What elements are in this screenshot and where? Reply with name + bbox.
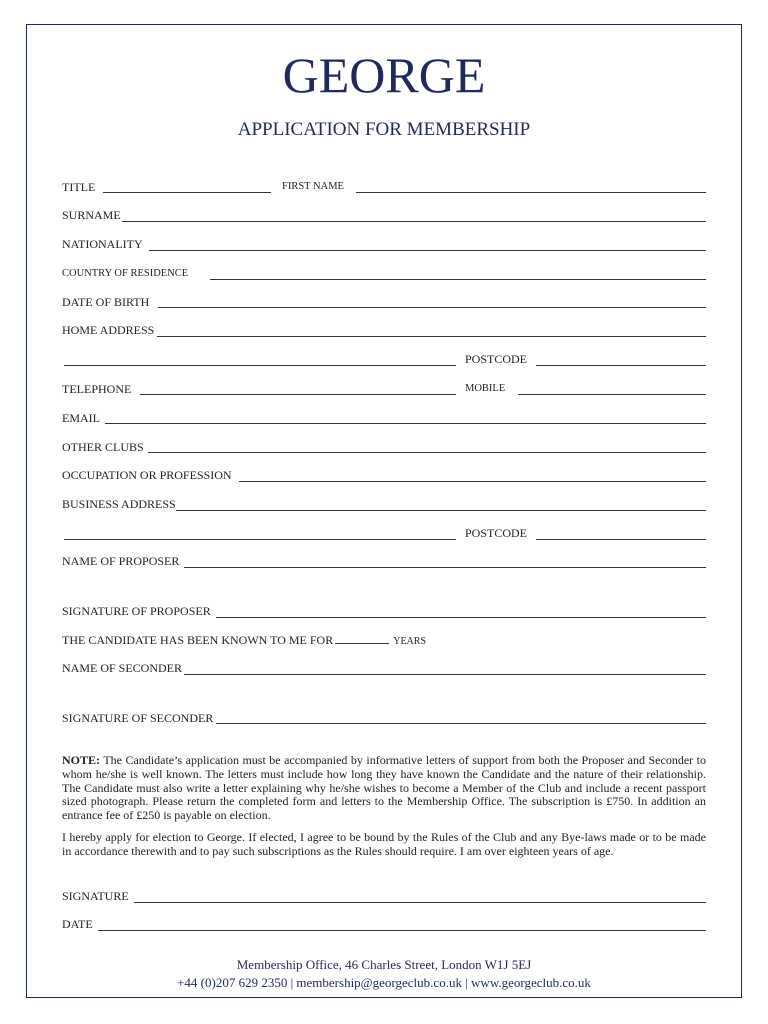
home-postcode-label: POSTCODE bbox=[465, 352, 528, 366]
known-for-label: THE CANDIDATE HAS BEEN KNOWN TO ME FOR bbox=[62, 633, 334, 647]
title-label: TITLE bbox=[62, 180, 96, 194]
telephone-field[interactable] bbox=[140, 394, 456, 395]
date-label: DATE bbox=[62, 917, 93, 931]
home-address-line2-field[interactable] bbox=[64, 365, 456, 366]
country-label: COUNTRY OF RESIDENCE bbox=[62, 268, 189, 279]
mobile-label: MOBILE bbox=[465, 383, 506, 394]
seconder-signature-label: SIGNATURE OF SECONDER bbox=[62, 711, 214, 725]
proposer-signature-label: SIGNATURE OF PROPOSER bbox=[62, 604, 211, 618]
telephone-label: TELEPHONE bbox=[62, 382, 132, 396]
signature-label: SIGNATURE bbox=[62, 889, 129, 903]
seconder-name-field[interactable] bbox=[184, 674, 706, 675]
proposer-signature-field[interactable] bbox=[216, 617, 706, 618]
email-label: EMAIL bbox=[62, 411, 100, 425]
surname-field[interactable] bbox=[122, 221, 706, 222]
home-postcode-field[interactable] bbox=[536, 365, 706, 366]
date-field[interactable] bbox=[98, 930, 706, 931]
title-field[interactable] bbox=[103, 192, 271, 193]
first-name-label: FIRST NAME bbox=[282, 181, 344, 192]
other-clubs-field[interactable] bbox=[148, 452, 706, 453]
declaration-paragraph: I hereby apply for election to George. If elected, I agree to be bound by the Rules of the Club and any Bye-laws made or to be made in accordance therewith and to pay such subscriptions as the Rules should require. I am over eighteen years of age. bbox=[62, 830, 706, 858]
known-for-row bbox=[62, 633, 426, 647]
nationality-field[interactable] bbox=[149, 250, 706, 251]
signature-field[interactable] bbox=[134, 902, 706, 903]
known-for-years-field[interactable] bbox=[335, 633, 389, 644]
business-address-label: BUSINESS ADDRESS bbox=[62, 497, 176, 511]
seconder-signature-field[interactable] bbox=[216, 723, 706, 724]
first-name-field[interactable] bbox=[356, 192, 706, 193]
form-title: APPLICATION FOR MEMBERSHIP bbox=[237, 119, 531, 140]
note-text: The Candidate’s application must be accompanied by informative letters of support from both the Proposer and Seconder to whom he/she is well known. The letters must include how long they have known the Candidate and the nature of their relationship. The Candidate must also write a letter explaining why he/she wishes to become a Member of the Club and include a recent passport sized photograph. Please return the completed form and letters to the Membership Office. The subscription is £750. In addition an entrance fee of £250 is payable on election. bbox=[62, 753, 706, 823]
club-logo: GEORGE bbox=[282, 47, 486, 103]
country-field[interactable] bbox=[210, 279, 706, 280]
dob-label: DATE OF BIRTH bbox=[62, 295, 150, 309]
surname-label: SURNAME bbox=[62, 208, 121, 222]
business-postcode-field[interactable] bbox=[536, 539, 706, 540]
proposer-name-field[interactable] bbox=[184, 567, 706, 568]
mobile-field[interactable] bbox=[518, 394, 706, 395]
years-label: YEARS bbox=[393, 636, 427, 647]
business-address-line2-field[interactable] bbox=[64, 539, 456, 540]
occupation-label: OCCUPATION OR PROFESSION bbox=[62, 468, 232, 482]
proposer-name-label: NAME OF PROPOSER bbox=[62, 554, 180, 568]
business-address-field[interactable] bbox=[176, 510, 706, 511]
other-clubs-label: OTHER CLUBS bbox=[62, 440, 144, 454]
business-postcode-label: POSTCODE bbox=[465, 526, 528, 540]
nationality-label: NATIONALITY bbox=[62, 237, 143, 251]
home-address-field[interactable] bbox=[157, 336, 706, 337]
email-field[interactable] bbox=[105, 423, 706, 424]
occupation-field[interactable] bbox=[239, 481, 706, 482]
footer-contact: +44 (0)207 629 2350 | membership@georgeclub.co.uk | www.georgeclub.co.uk bbox=[177, 975, 591, 990]
seconder-name-label: NAME OF SECONDER bbox=[62, 661, 183, 675]
home-address-label: HOME ADDRESS bbox=[62, 323, 155, 337]
footer-address: Membership Office, 46 Charles Street, London W1J 5EJ bbox=[236, 957, 532, 972]
note-label: NOTE: bbox=[62, 753, 101, 767]
note-paragraph bbox=[62, 754, 706, 823]
dob-field[interactable] bbox=[158, 307, 706, 308]
